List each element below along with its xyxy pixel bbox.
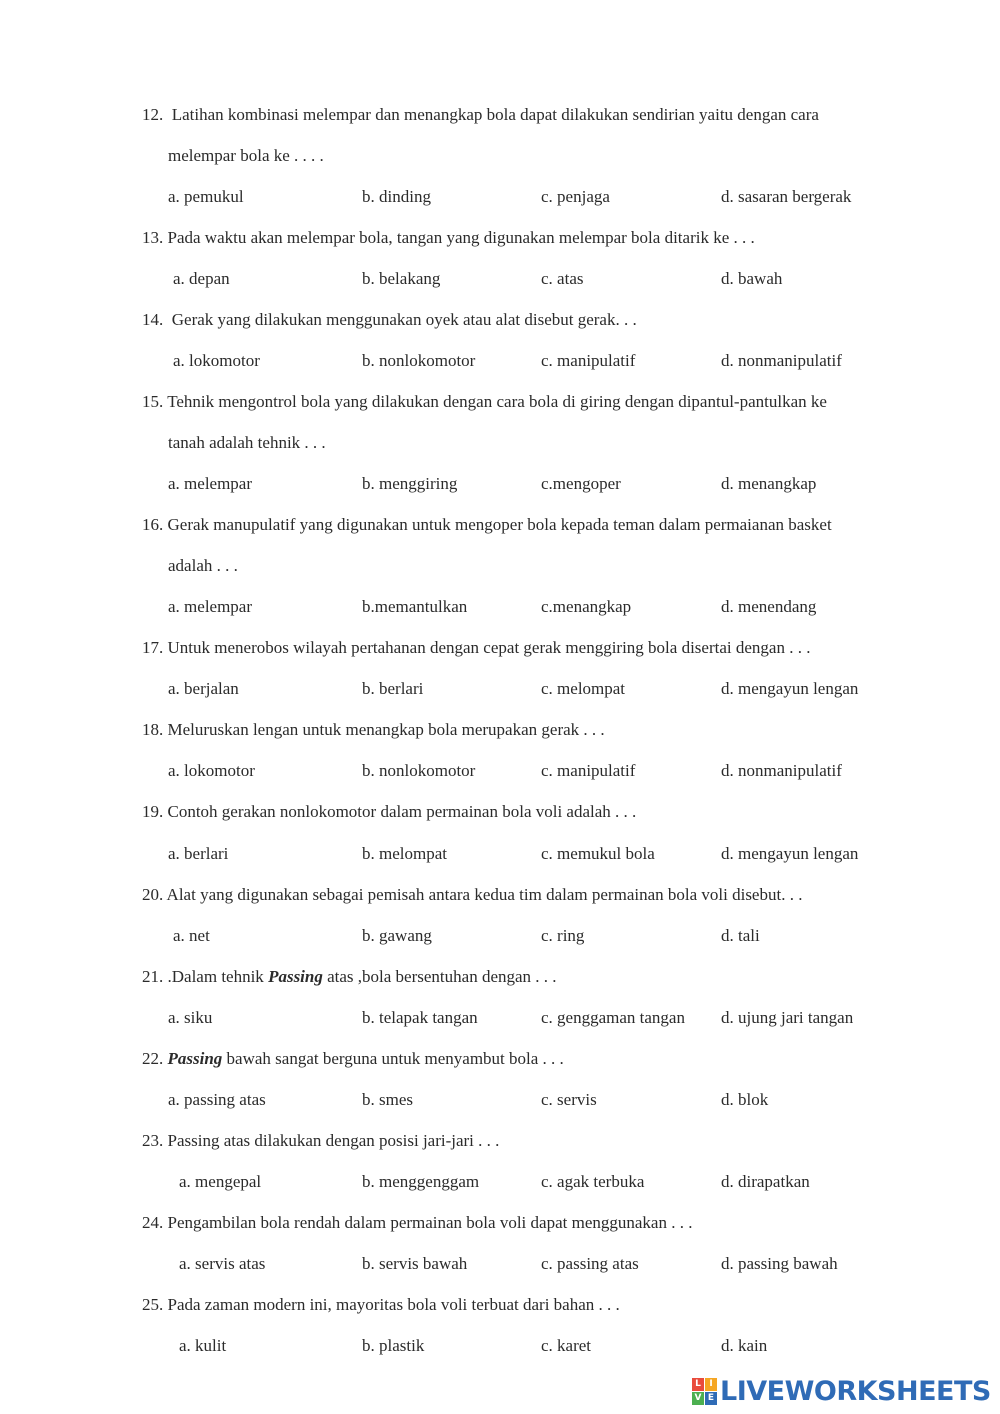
question-24-option-d[interactable]: d. passing bawah [721,1254,838,1273]
question-17-option-c[interactable]: c. melompat [541,679,626,698]
question-25-option-a[interactable]: a. kulit [179,1336,227,1355]
passing-term: Passing [268,967,323,986]
question-22-option-b[interactable]: b. smes [362,1090,413,1109]
question-22-stem: 22. Passing bawah sangat berguna untuk menyambut bola . . . [142,1049,564,1068]
question-17-option-d[interactable]: d. mengayun lengan [721,679,859,698]
question-17-option-a[interactable]: a. berjalan [168,679,239,698]
question-20-option-c[interactable]: c. ring [541,926,585,945]
question-14-option-d[interactable]: d. nonmanipulatif [721,351,842,370]
question-20-option-b[interactable]: b. gawang [362,926,432,945]
question-25-option-b[interactable]: b. plastik [362,1336,425,1355]
question-18-option-b[interactable]: b. nonlokomotor [362,761,476,780]
question-16-option-a[interactable]: a. melempar [168,597,253,616]
question-15-option-c[interactable]: c.mengoper [541,474,621,493]
question-15-option-a[interactable]: a. melempar [168,474,253,493]
question-20-stem: 20. Alat yang digunakan sebagai pemisah antara kedua tim dalam permainan bola voli disebut. . . [142,885,803,904]
question-17-option-b[interactable]: b. berlari [362,679,424,698]
question-16-option-c[interactable]: c.menangkap [541,597,632,616]
question-23-option-b[interactable]: b. menggenggam [362,1172,480,1191]
question-18-option-c[interactable]: c. manipulatif [541,761,636,780]
question-22-option-c[interactable]: c. servis [541,1090,597,1109]
question-13-option-a[interactable]: a. depan [173,269,230,288]
question-12-option-a[interactable]: a. pemukul [168,187,244,206]
question-18-option-a[interactable]: a. lokomotor [168,761,255,780]
question-12-option-d[interactable]: d. sasaran bergerak [721,187,852,206]
question-24-option-a[interactable]: a. servis atas [179,1254,266,1273]
question-12-option-b[interactable]: b. dinding [362,187,431,206]
question-19-option-b[interactable]: b. melompat [362,844,447,863]
question-19-option-a[interactable]: a. berlari [168,844,229,863]
question-21-stem: 21. .Dalam tehnik Passing atas ,bola bersentuhan dengan . . . [142,967,557,986]
question-25-option-c[interactable]: c. karet [541,1336,592,1355]
question-21-option-c[interactable]: c. genggaman tangan [541,1008,685,1027]
question-16-option-d[interactable]: d. menendang [721,597,817,616]
question-15-option-d[interactable]: d. menangkap [721,474,817,493]
question-16-stem: 16. Gerak manupulatif yang digunakan untuk mengoper bola kepada teman dalam permaianan basket [142,515,832,534]
question-23-stem: 23. Passing atas dilakukan dengan posisi jari-jari . . . [142,1131,500,1150]
question-22-option-d[interactable]: d. blok [721,1090,769,1109]
question-23-option-d[interactable]: d. dirapatkan [721,1172,810,1191]
question-23-option-c[interactable]: c. agak terbuka [541,1172,645,1191]
question-21-option-d[interactable]: d. ujung jari tangan [721,1008,854,1027]
question-24-option-c[interactable]: c. passing atas [541,1254,639,1273]
question-22-option-a[interactable]: a. passing atas [168,1090,266,1109]
question-21-option-a[interactable]: a. siku [168,1008,213,1027]
question-15-stem-cont: tanah adalah tehnik . . . [168,433,326,452]
question-15-option-b[interactable]: b. menggiring [362,474,458,493]
question-14-option-b[interactable]: b. nonlokomotor [362,351,476,370]
question-12-stem-cont: melempar bola ke . . . . [168,146,324,165]
question-14-option-a[interactable]: a. lokomotor [173,351,260,370]
question-13-option-b[interactable]: b. belakang [362,269,441,288]
question-15-stem: 15. Tehnik mengontrol bola yang dilakukan dengan cara bola di giring dengan dipantul-pantulkan ke [142,392,827,411]
question-16-stem-cont: adalah . . . [168,556,238,575]
question-14-option-c[interactable]: c. manipulatif [541,351,636,370]
question-14-stem: 14. Gerak yang dilakukan menggunakan oyek atau alat disebut gerak. . . [142,310,637,329]
question-18-option-d[interactable]: d. nonmanipulatif [721,761,842,780]
question-12-option-c[interactable]: c. penjaga [541,187,610,206]
question-13-option-d[interactable]: d. bawah [721,269,783,288]
question-16-option-b[interactable]: b.memantulkan [362,597,468,616]
question-19-stem: 19. Contoh gerakan nonlokomotor dalam permainan bola voli adalah . . . [142,802,637,821]
question-12-stem: 12. Latihan kombinasi melempar dan menangkap bola dapat dilakukan sendirian yaitu dengan cara [142,105,819,124]
question-13-option-c[interactable]: c. atas [541,269,584,288]
question-17-stem: 17. Untuk menerobos wilayah pertahanan dengan cepat gerak menggiring bola disertai dengan . . . [142,638,811,657]
question-19-option-d[interactable]: d. mengayun lengan [721,844,859,863]
question-23-option-a[interactable]: a. mengepal [179,1172,262,1191]
liveworksheets-logo-icon: L I V E [692,1378,717,1405]
question-18-stem: 18. Meluruskan lengan untuk menangkap bola merupakan gerak . . . [142,720,605,739]
question-25-stem: 25. Pada zaman modern ini, mayoritas bola voli terbuat dari bahan . . . [142,1295,620,1314]
passing-term: Passing [167,1049,223,1068]
question-20-option-a[interactable]: a. net [173,926,210,945]
question-25-option-d[interactable]: d. kain [721,1336,768,1355]
liveworksheets-logo-text: LIVEWORKSHEETS [720,1375,991,1407]
question-21-option-b[interactable]: b. telapak tangan [362,1008,478,1027]
question-24-option-b[interactable]: b. servis bawah [362,1254,468,1273]
question-20-option-d[interactable]: d. tali [721,926,760,945]
question-24-stem: 24. Pengambilan bola rendah dalam permainan bola voli dapat menggunakan . . . [142,1213,693,1232]
question-13-stem: 13. Pada waktu akan melempar bola, tangan yang digunakan melempar bola ditarik ke . . . [142,228,755,247]
liveworksheets-logo[interactable] [692,1376,991,1406]
question-19-option-c[interactable]: c. memukul bola [541,844,655,863]
